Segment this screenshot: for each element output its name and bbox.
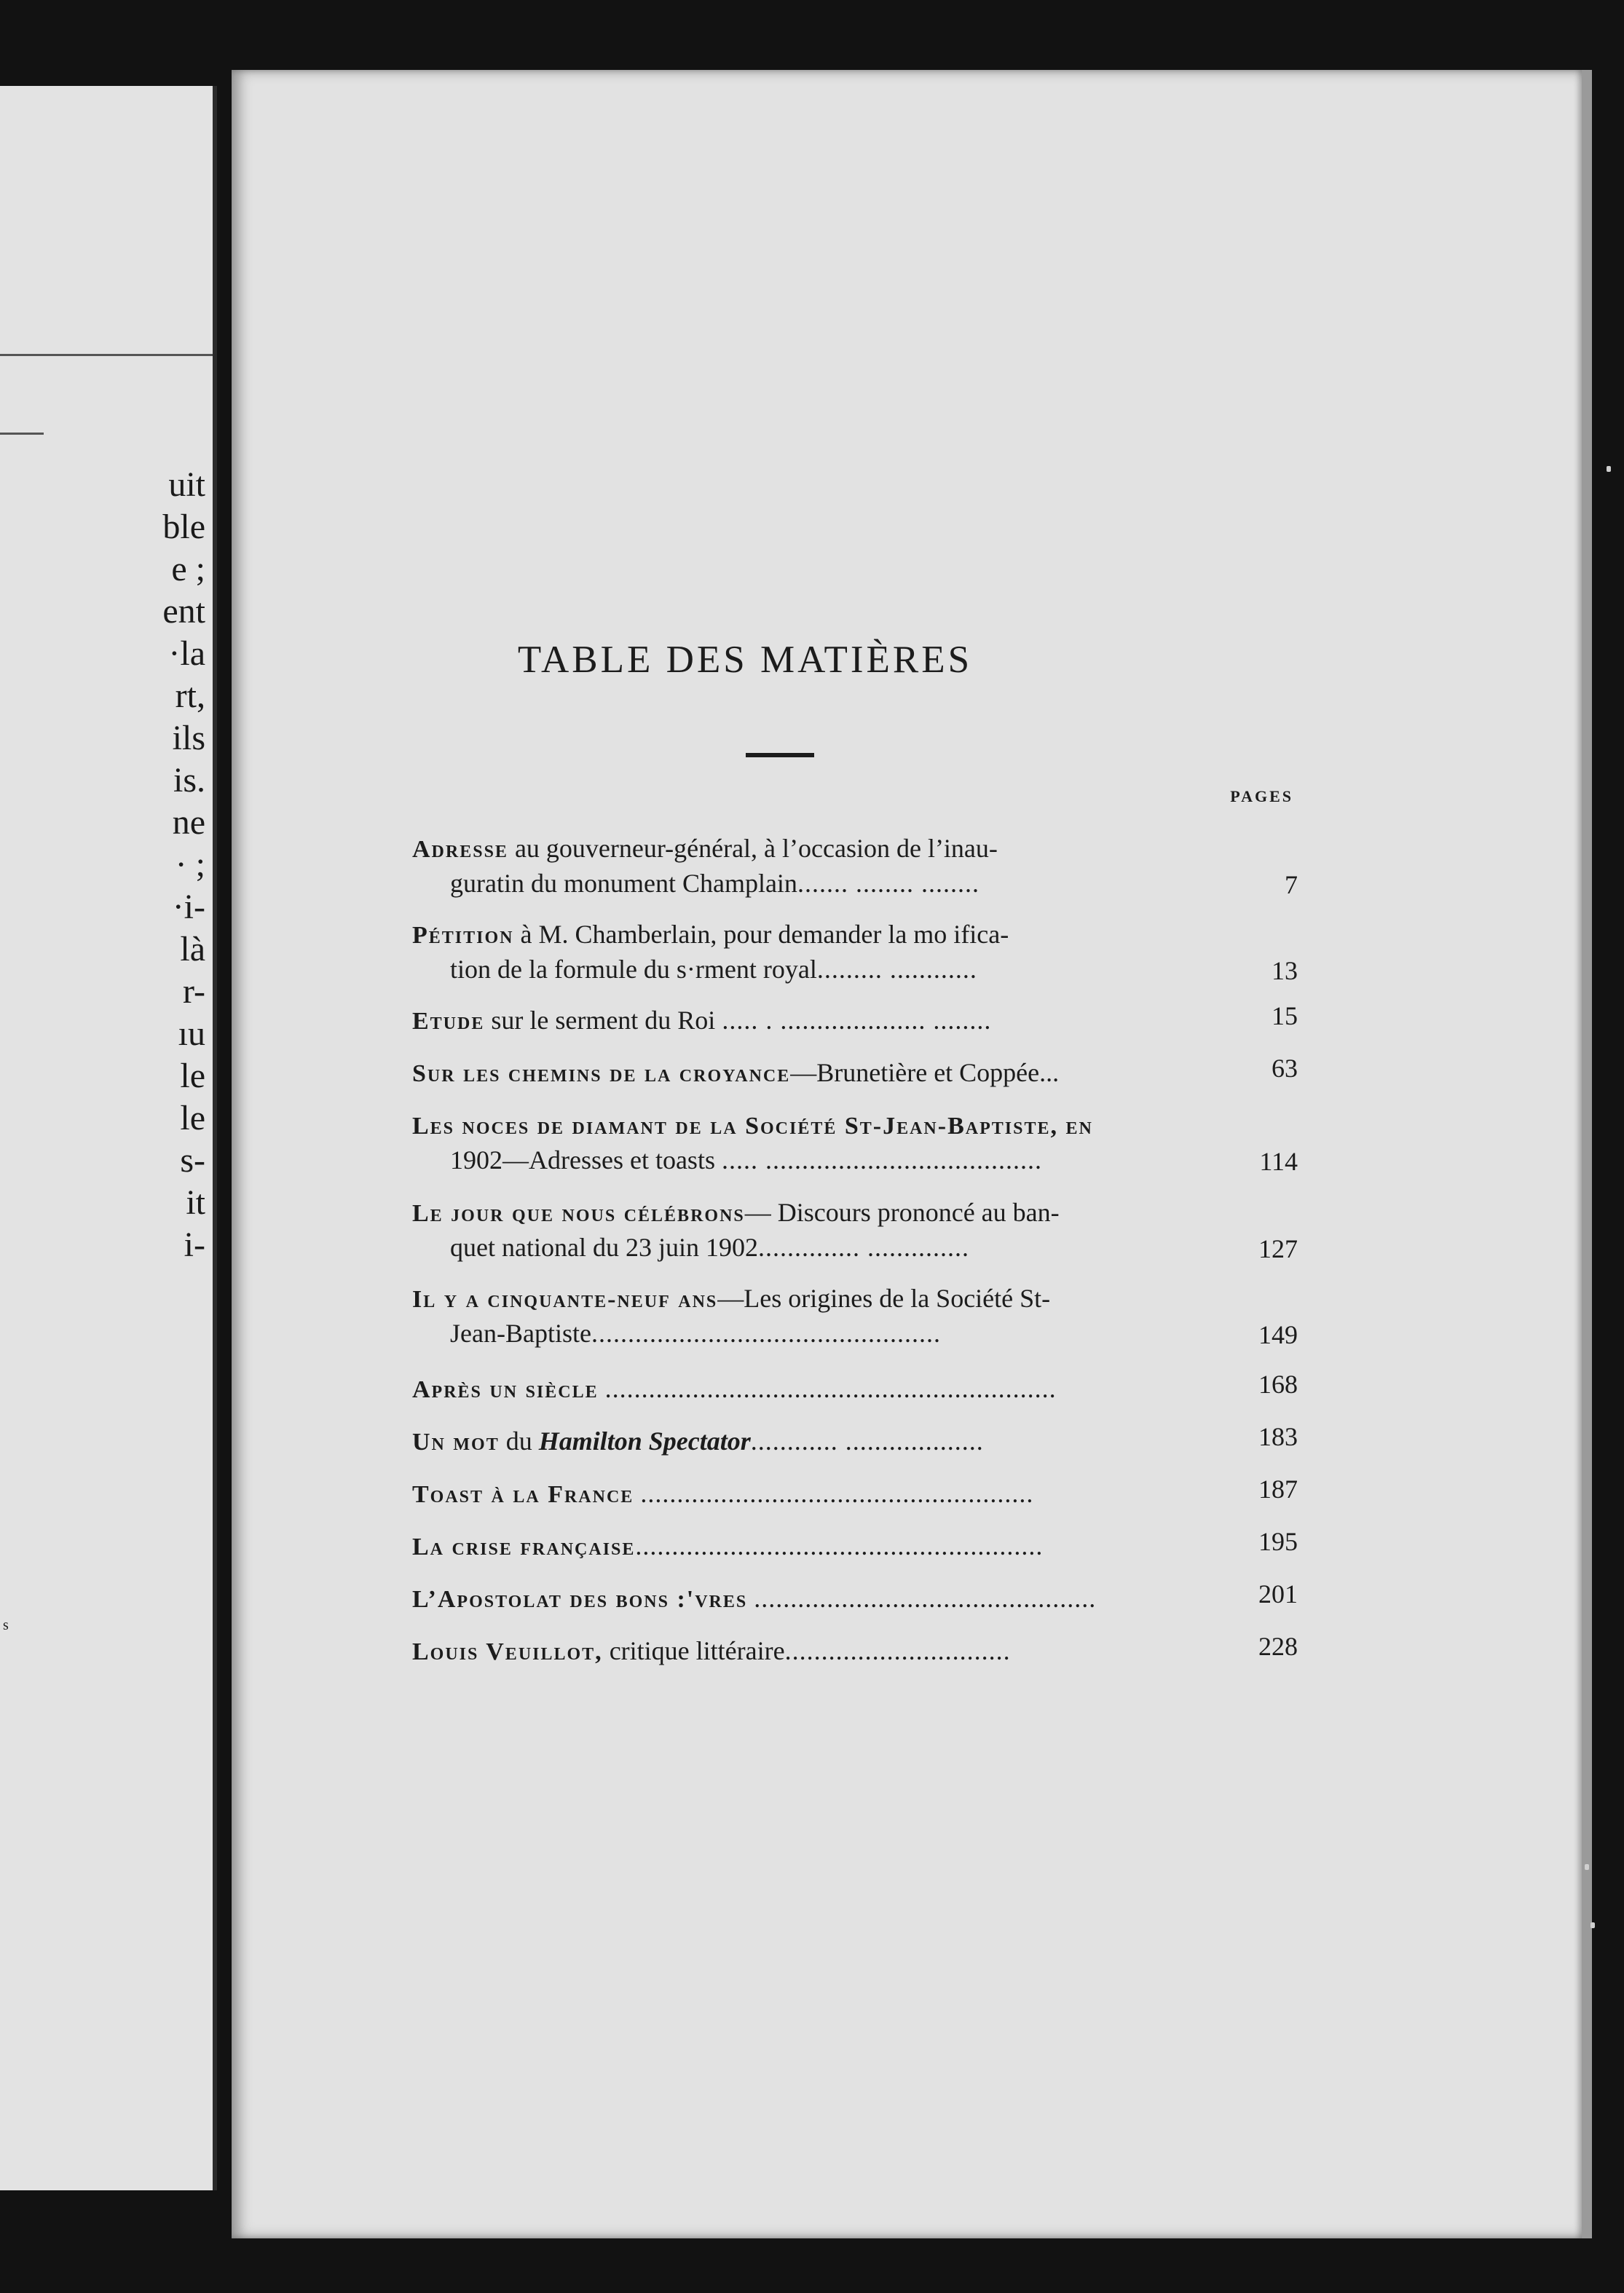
text-fragment: rt,	[175, 676, 205, 715]
text-fragment: r-	[182, 972, 205, 1011]
toc-page-number: 195	[1258, 1527, 1298, 1556]
toc-entry-text: guratin du monument Champlain	[450, 869, 797, 898]
toc-entry-head: Sur les chemins de la croyance	[412, 1060, 791, 1087]
toc-page-number: 228	[1258, 1632, 1298, 1661]
toc-entry	[412, 1632, 1298, 1670]
toc-entry-line	[450, 868, 1241, 903]
text-fragment: ·la	[168, 634, 205, 673]
text-fragment: ne	[172, 803, 205, 842]
toc-entry-text: —Brunetière et Coppée...	[790, 1058, 1060, 1087]
toc-entry-text: au gouverneur-général, à l’occasion de l’inau-	[508, 834, 998, 863]
text-fragment: e ;	[171, 550, 205, 588]
toc-page-number: 127	[1258, 1234, 1298, 1263]
toc-entry-line	[412, 1478, 1241, 1513]
leader-dots: ...............................................	[754, 1584, 1097, 1613]
leader-dots: ........................................................	[635, 1531, 1044, 1560]
toc-entry	[412, 1054, 1298, 1092]
toc-entry-text: critique littéraire	[602, 1636, 785, 1665]
toc-entry-head: Un mot	[412, 1429, 500, 1456]
toc-entry-head: Le jour que nous célébrons	[412, 1200, 745, 1227]
scan-speck	[1607, 466, 1611, 472]
toc-entry-line	[412, 919, 1241, 954]
text-fragment: ent	[162, 592, 205, 631]
toc-entry-head: Adresse	[412, 836, 508, 863]
pages-column-label: PAGES	[1230, 787, 1293, 805]
toc-entry-line	[412, 1283, 1241, 1318]
text-fragment-mark: s	[3, 1617, 9, 1633]
text-fragment: i-	[184, 1226, 205, 1264]
leader-dots: ....... ........ ........	[797, 869, 979, 898]
leader-dots: .............. ..............	[757, 1233, 969, 1262]
toc-entry-text: à M. Chamberlain, pour demander la mo ifica-	[513, 920, 1009, 949]
leader-dots: ..... ......................................	[721, 1145, 1042, 1175]
scan-speck	[1585, 1864, 1589, 1870]
toc-page-number: 15	[1272, 1001, 1298, 1030]
toc-entry-line	[412, 1583, 1241, 1618]
leader-dots: ................................................	[591, 1319, 941, 1348]
toc-entry-line	[412, 1531, 1241, 1566]
toc-entry	[412, 1422, 1298, 1461]
toc-entry-text: quet national du 23 juin 1902	[450, 1233, 758, 1262]
toc-entry-line	[412, 1057, 1241, 1092]
text-fragment: ble	[162, 508, 205, 546]
toc-page-number: 13	[1272, 956, 1298, 985]
toc-entry-text: — Discours prononcé au ban-	[744, 1198, 1060, 1227]
text-fragment: là	[180, 930, 205, 968]
toc-entry-head: Etude	[412, 1008, 485, 1035]
toc-entry-line	[450, 954, 1241, 989]
toc-entry-line	[412, 1197, 1241, 1232]
toc-entry-line	[412, 833, 1241, 868]
toc-entry-text: tion de la formule du s·rment royal	[450, 955, 817, 984]
text-fragment: · ;	[175, 845, 205, 884]
toc-entry-line	[412, 1635, 1241, 1670]
toc-entry-text: Jean-Baptiste	[450, 1319, 591, 1348]
toc-entry-text: sur le serment du Roi	[484, 1006, 716, 1035]
leader-dots: ......................................................	[640, 1479, 1034, 1508]
text-fragment: le	[180, 1099, 205, 1137]
toc-entry-line	[412, 1110, 1241, 1145]
toc-entry-head: Toast à la France	[412, 1481, 634, 1508]
leader-dots: ......... ............	[816, 955, 977, 984]
leader-dots: ...............................	[784, 1636, 1011, 1665]
toc-entry-head: Louis Veuillot,	[412, 1638, 603, 1665]
toc-entry-head: Les noces de diamant de la Société St-Jean-Baptiste, en	[412, 1113, 1093, 1140]
page-edge	[1582, 70, 1592, 2238]
toc-title: TABLE DES MATIÈRES	[517, 639, 973, 681]
toc-page-number: 114	[1259, 1147, 1298, 1176]
toc-page-number: 187	[1258, 1475, 1298, 1504]
toc-entry-italic: Hamilton Spectator	[538, 1426, 751, 1456]
toc-entry	[412, 1110, 1298, 1180]
toc-entry	[412, 833, 1298, 903]
toc-entry	[412, 1579, 1298, 1618]
toc-page-number: 63	[1272, 1054, 1298, 1083]
toc-entry-line	[450, 1145, 1241, 1180]
text-fragment: le	[180, 1057, 205, 1095]
toc-entry-line	[412, 1373, 1241, 1408]
toc-page-number: 149	[1258, 1320, 1298, 1349]
toc-entry	[412, 1370, 1298, 1408]
toc-entry-text: —Les origines de la Société St-	[717, 1284, 1051, 1313]
toc-entry-head: Après un siècle	[412, 1376, 599, 1403]
toc-entry	[412, 1001, 1298, 1040]
toc-entry-head: Pétition	[412, 922, 514, 949]
leader-dots: ..... . .................... ........	[722, 1006, 992, 1035]
leader-dots: ............ ...................	[750, 1426, 984, 1456]
text-fragment: ils	[172, 719, 205, 757]
text-fragment: ıu	[178, 1014, 205, 1053]
left-page	[0, 86, 217, 2190]
toc-entry	[412, 1283, 1298, 1353]
toc-entry-line	[412, 1005, 1241, 1040]
toc-page-number: 201	[1258, 1579, 1298, 1609]
toc-page-number: 7	[1285, 870, 1298, 899]
toc-entry-line	[450, 1318, 1241, 1353]
toc-entry-text: 1902—Adresses et toasts	[450, 1145, 715, 1175]
toc-entry-head: La crise française	[412, 1534, 636, 1560]
text-fragment: s-	[180, 1141, 205, 1180]
left-page-rule	[0, 354, 213, 356]
toc-page-number: 183	[1258, 1422, 1298, 1451]
toc-entry-head: L’Apostolat des bons :'vres	[412, 1586, 748, 1613]
toc-entry	[412, 1197, 1298, 1267]
toc-entry-head: Il y a cinquante-neuf ans	[412, 1286, 718, 1313]
toc-entry	[412, 1527, 1298, 1566]
text-fragment: it	[186, 1183, 205, 1222]
toc-entry	[412, 1475, 1298, 1513]
toc-entry-line	[412, 1426, 1241, 1461]
toc-entry	[412, 919, 1298, 989]
text-fragment: uit	[168, 465, 205, 504]
text-fragment: ·i-	[172, 888, 205, 926]
right-page	[232, 70, 1582, 2238]
text-fragment: is.	[173, 761, 205, 800]
toc-entry-line	[450, 1232, 1241, 1267]
toc-entry-text: du	[499, 1426, 539, 1456]
left-page-rule	[0, 433, 44, 435]
leader-dots: ..............................................................	[604, 1374, 1057, 1403]
toc-page-number: 168	[1258, 1370, 1298, 1399]
title-rule	[746, 753, 814, 757]
scan-speck	[1591, 1922, 1595, 1928]
